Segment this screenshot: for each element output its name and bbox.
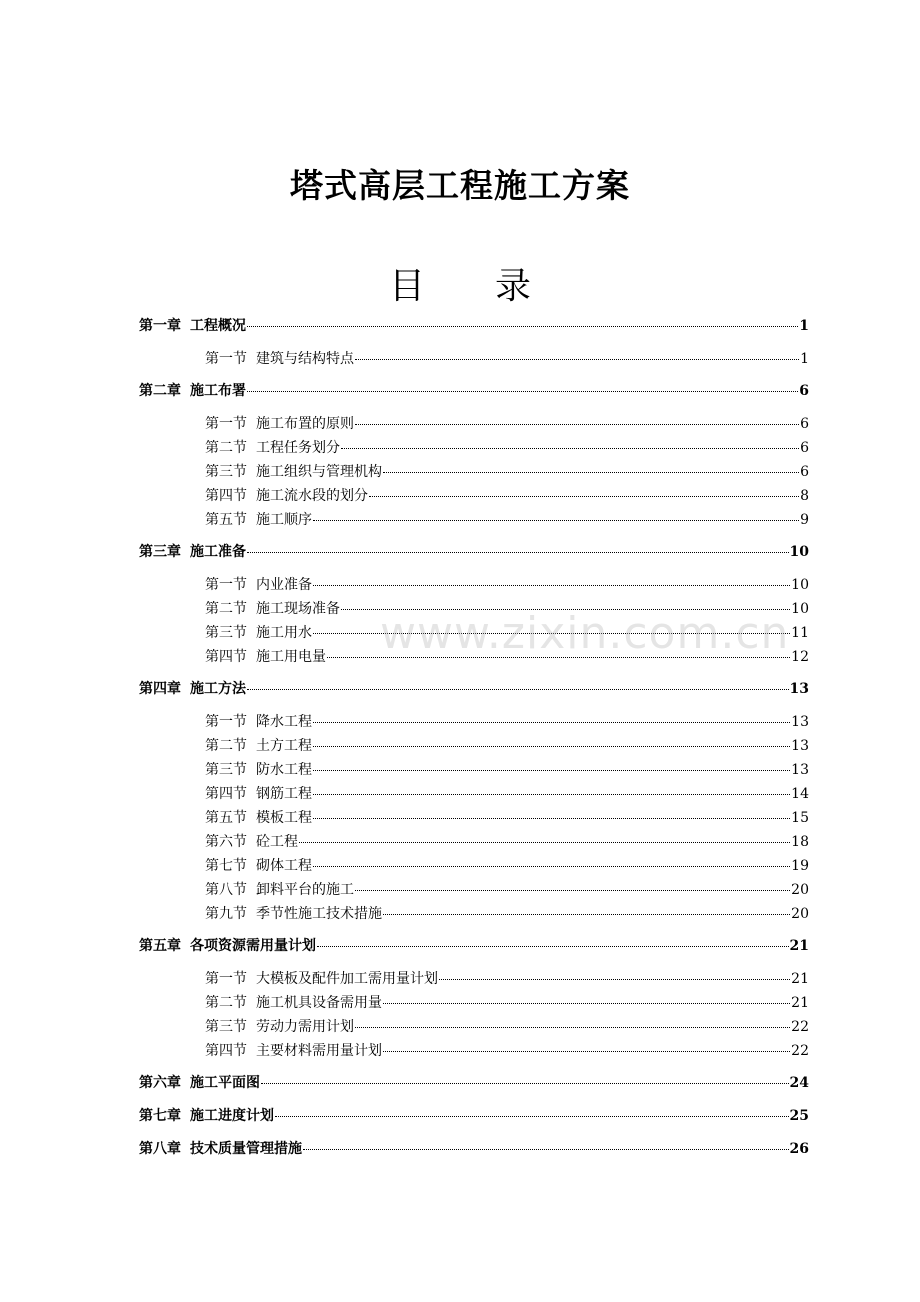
toc-entry-label bbox=[205, 1040, 382, 1060]
toc-entry-label bbox=[139, 1072, 260, 1092]
toc-entry-label bbox=[205, 968, 438, 988]
toc-leader-dots bbox=[341, 608, 790, 610]
toc-entry-label bbox=[205, 735, 312, 755]
toc-section-entry[interactable] bbox=[139, 879, 809, 903]
toc-entry-label bbox=[139, 541, 246, 561]
toc-page-number: 15 bbox=[791, 810, 809, 826]
toc-heading bbox=[0, 258, 920, 309]
toc-entry-number: 第四节 bbox=[205, 1043, 247, 1059]
toc-page-number: 19 bbox=[791, 858, 809, 874]
toc-entry-label bbox=[139, 935, 316, 955]
toc-page-number: 21 bbox=[791, 971, 809, 987]
toc-section-entry[interactable] bbox=[139, 348, 809, 372]
toc-page-number: 9 bbox=[800, 512, 809, 528]
toc-page-number: 21 bbox=[791, 995, 809, 1011]
toc-entry-number: 第二节 bbox=[205, 601, 247, 617]
toc-entry-number: 第九节 bbox=[205, 906, 247, 922]
toc-page-number: 6 bbox=[800, 416, 809, 432]
toc-entry-number: 第七章 bbox=[139, 1108, 181, 1124]
toc-heading-char-1: 目 bbox=[388, 266, 425, 307]
toc-page-number: 20 bbox=[791, 882, 809, 898]
toc-entry-label bbox=[205, 1016, 354, 1036]
toc-entry-label bbox=[205, 598, 340, 618]
toc-entry-label bbox=[205, 622, 312, 642]
toc-section-entry[interactable] bbox=[139, 783, 809, 807]
toc-entry-label bbox=[205, 348, 354, 368]
toc-entry-number: 第三章 bbox=[139, 544, 181, 560]
toc-entry-number: 第七节 bbox=[205, 858, 247, 874]
toc-page-number: 21 bbox=[789, 938, 809, 954]
toc-entry-title: 内业准备 bbox=[256, 577, 312, 593]
toc-entry-title: 施工方法 bbox=[190, 681, 246, 697]
toc-page-number: 13 bbox=[791, 714, 809, 730]
toc-entry-title: 砼工程 bbox=[256, 834, 298, 850]
toc-leader-dots bbox=[313, 519, 799, 521]
toc-entry-title: 施工准备 bbox=[190, 544, 246, 560]
toc-entry-number: 第六节 bbox=[205, 834, 247, 850]
toc-leader-dots bbox=[313, 865, 790, 867]
toc-leader-dots bbox=[369, 495, 799, 497]
toc-page-number: 6 bbox=[800, 440, 809, 456]
toc-section-entry[interactable] bbox=[139, 574, 809, 598]
toc-section-entry[interactable] bbox=[139, 1040, 809, 1064]
toc-page-number: 26 bbox=[789, 1141, 809, 1157]
toc-leader-dots bbox=[439, 978, 790, 980]
toc-entry-title: 施工顺序 bbox=[256, 512, 312, 528]
toc-section-entry[interactable] bbox=[139, 903, 809, 927]
toc-leader-dots bbox=[313, 632, 790, 634]
toc-entry-title: 季节性施工技术措施 bbox=[256, 906, 382, 922]
toc-entry-label bbox=[139, 678, 246, 698]
toc-leader-dots bbox=[247, 551, 789, 553]
toc-chapter-entry[interactable] bbox=[139, 1072, 809, 1096]
toc-entry-number: 第四节 bbox=[205, 649, 247, 665]
toc-entry-label bbox=[139, 315, 246, 335]
toc-leader-dots bbox=[317, 945, 789, 947]
toc-section-entry[interactable] bbox=[139, 461, 809, 485]
toc-entry-title: 防水工程 bbox=[256, 762, 312, 778]
toc-entry-number: 第一章 bbox=[139, 318, 181, 334]
toc-page-number: 22 bbox=[791, 1019, 809, 1035]
toc-section-entry[interactable] bbox=[139, 992, 809, 1016]
toc-entry-number: 第一节 bbox=[205, 577, 247, 593]
toc-leader-dots bbox=[261, 1082, 789, 1084]
toc-entry-label bbox=[205, 711, 312, 731]
toc-section-entry[interactable] bbox=[139, 855, 809, 879]
toc-entry-number: 第五章 bbox=[139, 938, 181, 954]
table-of-contents bbox=[139, 315, 809, 1171]
toc-leader-dots bbox=[383, 1050, 790, 1052]
toc-entry-title: 劳动力需用计划 bbox=[256, 1019, 354, 1035]
toc-entry-label bbox=[205, 992, 382, 1012]
toc-page-number: 10 bbox=[791, 601, 809, 617]
toc-entry-label bbox=[205, 831, 298, 851]
toc-entry-title: 施工用电量 bbox=[256, 649, 326, 665]
toc-page-number: 12 bbox=[791, 649, 809, 665]
toc-page-number: 13 bbox=[789, 681, 809, 697]
toc-entry-number: 第三节 bbox=[205, 762, 247, 778]
toc-chapter-entry[interactable] bbox=[139, 678, 809, 702]
toc-page-number: 6 bbox=[799, 383, 809, 399]
toc-entry-title: 施工布署 bbox=[190, 383, 246, 399]
toc-entry-number: 第八节 bbox=[205, 882, 247, 898]
toc-entry-title: 降水工程 bbox=[256, 714, 312, 730]
toc-page-number: 13 bbox=[791, 738, 809, 754]
toc-entry-label bbox=[205, 807, 312, 827]
toc-leader-dots bbox=[247, 390, 798, 392]
toc-entry-title: 砌体工程 bbox=[256, 858, 312, 874]
toc-leader-dots bbox=[355, 889, 790, 891]
toc-entry-label bbox=[205, 413, 354, 433]
toc-entry-number: 第五节 bbox=[205, 810, 247, 826]
toc-section-entry[interactable] bbox=[139, 1016, 809, 1040]
toc-entry-number: 第四章 bbox=[139, 681, 181, 697]
toc-entry-title: 施工布置的原则 bbox=[256, 416, 354, 432]
toc-page-number: 18 bbox=[791, 834, 809, 850]
toc-entry-number: 第二章 bbox=[139, 383, 181, 399]
toc-chapter-entry[interactable] bbox=[139, 1105, 809, 1129]
toc-entry-label bbox=[205, 879, 354, 899]
toc-section-entry[interactable] bbox=[139, 437, 809, 461]
toc-leader-dots bbox=[299, 841, 790, 843]
document-title: 塔式高层工程施工方案 bbox=[290, 166, 630, 205]
toc-section-entry[interactable] bbox=[139, 646, 809, 670]
toc-leader-dots bbox=[313, 817, 790, 819]
toc-entry-label bbox=[205, 759, 312, 779]
toc-entry-title: 施工流水段的划分 bbox=[256, 488, 368, 504]
toc-entry-label bbox=[139, 1105, 274, 1125]
toc-entry-title: 施工机具设备需用量 bbox=[256, 995, 382, 1011]
toc-entry-number: 第一节 bbox=[205, 416, 247, 432]
toc-leader-dots bbox=[355, 358, 799, 360]
toc-entry-label bbox=[205, 509, 312, 529]
toc-entry-label bbox=[139, 380, 246, 400]
toc-entry-label bbox=[205, 437, 340, 457]
toc-entry-number: 第三节 bbox=[205, 625, 247, 641]
toc-chapter-entry[interactable] bbox=[139, 315, 809, 339]
toc-section-entry[interactable] bbox=[139, 759, 809, 783]
toc-page-number: 25 bbox=[789, 1108, 809, 1124]
toc-entry-number: 第四节 bbox=[205, 786, 247, 802]
toc-entry-title: 建筑与结构特点 bbox=[256, 351, 354, 367]
toc-entry-number: 第八章 bbox=[139, 1141, 181, 1157]
toc-leader-dots bbox=[355, 423, 799, 425]
toc-chapter-entry[interactable] bbox=[139, 1138, 809, 1162]
toc-page-number: 24 bbox=[789, 1075, 809, 1091]
toc-entry-label bbox=[205, 485, 368, 505]
toc-section-entry[interactable] bbox=[139, 622, 809, 646]
toc-entry-label bbox=[205, 783, 312, 803]
toc-leader-dots bbox=[247, 688, 789, 690]
toc-heading-char-2: 录 bbox=[495, 266, 532, 307]
toc-leader-dots bbox=[313, 721, 790, 723]
toc-leader-dots bbox=[303, 1148, 789, 1150]
toc-entry-title: 施工进度计划 bbox=[190, 1108, 274, 1124]
toc-section-entry[interactable] bbox=[139, 509, 809, 533]
toc-entry-title: 大模板及配件加工需用量计划 bbox=[256, 971, 438, 987]
toc-page-number: 1 bbox=[800, 351, 809, 367]
toc-page-number: 11 bbox=[791, 625, 809, 641]
toc-entry-number: 第四节 bbox=[205, 488, 247, 504]
toc-entry-number: 第三节 bbox=[205, 1019, 247, 1035]
toc-entry-title: 技术质量管理措施 bbox=[190, 1141, 302, 1157]
toc-entry-title: 施工现场准备 bbox=[256, 601, 340, 617]
toc-entry-label bbox=[205, 461, 382, 481]
toc-chapter-entry[interactable] bbox=[139, 541, 809, 565]
toc-page-number: 10 bbox=[791, 577, 809, 593]
toc-page-number: 20 bbox=[791, 906, 809, 922]
toc-page-number: 10 bbox=[789, 544, 809, 560]
toc-leader-dots bbox=[275, 1115, 789, 1117]
toc-leader-dots bbox=[313, 584, 790, 586]
toc-page-number: 8 bbox=[800, 488, 809, 504]
toc-leader-dots bbox=[355, 1026, 790, 1028]
toc-chapter-entry[interactable] bbox=[139, 380, 809, 404]
toc-leader-dots bbox=[247, 325, 798, 327]
toc-leader-dots bbox=[313, 793, 790, 795]
toc-entry-title: 土方工程 bbox=[256, 738, 312, 754]
toc-section-entry[interactable] bbox=[139, 485, 809, 509]
toc-entry-number: 第六章 bbox=[139, 1075, 181, 1091]
toc-entry-title: 施工用水 bbox=[256, 625, 312, 641]
toc-entry-label bbox=[205, 646, 326, 666]
toc-entry-number: 第二节 bbox=[205, 738, 247, 754]
toc-leader-dots bbox=[313, 745, 790, 747]
toc-section-entry[interactable] bbox=[139, 598, 809, 622]
toc-entry-title: 卸料平台的施工 bbox=[256, 882, 354, 898]
toc-entry-title: 工程任务划分 bbox=[256, 440, 340, 456]
toc-entry-title: 施工平面图 bbox=[190, 1075, 260, 1091]
toc-entry-number: 第一节 bbox=[205, 971, 247, 987]
toc-leader-dots bbox=[383, 471, 799, 473]
toc-entry-title: 施工组织与管理机构 bbox=[256, 464, 382, 480]
toc-section-entry[interactable] bbox=[139, 711, 809, 735]
toc-entry-number: 第二节 bbox=[205, 995, 247, 1011]
toc-entry-title: 工程概况 bbox=[190, 318, 246, 334]
toc-page-number: 22 bbox=[791, 1043, 809, 1059]
toc-entry-number: 第五节 bbox=[205, 512, 247, 528]
toc-page-number: 6 bbox=[800, 464, 809, 480]
toc-entry-title: 各项资源需用量计划 bbox=[190, 938, 316, 954]
toc-leader-dots bbox=[313, 769, 790, 771]
toc-entry-title: 钢筋工程 bbox=[256, 786, 312, 802]
toc-page-number: 13 bbox=[791, 762, 809, 778]
toc-entry-label bbox=[205, 903, 382, 923]
toc-leader-dots bbox=[383, 913, 790, 915]
toc-section-entry[interactable] bbox=[139, 807, 809, 831]
toc-entry-label bbox=[205, 855, 312, 875]
toc-chapter-entry[interactable] bbox=[139, 935, 809, 959]
toc-page-number: 14 bbox=[791, 786, 809, 802]
toc-entry-number: 第一节 bbox=[205, 714, 247, 730]
toc-entry-label bbox=[139, 1138, 302, 1158]
toc-entry-title: 主要材料需用量计划 bbox=[256, 1043, 382, 1059]
toc-entry-number: 第二节 bbox=[205, 440, 247, 456]
toc-section-entry[interactable] bbox=[139, 735, 809, 759]
toc-entry-number: 第一节 bbox=[205, 351, 247, 367]
toc-entry-number: 第三节 bbox=[205, 464, 247, 480]
toc-page-number: 1 bbox=[799, 318, 809, 334]
toc-leader-dots bbox=[341, 447, 799, 449]
toc-entry-label bbox=[205, 574, 312, 594]
toc-entry-title: 模板工程 bbox=[256, 810, 312, 826]
toc-section-entry[interactable] bbox=[139, 413, 809, 437]
toc-leader-dots bbox=[383, 1002, 790, 1004]
toc-section-entry[interactable] bbox=[139, 968, 809, 992]
watermark: www.zixin.com.cn bbox=[380, 608, 790, 659]
toc-section-entry[interactable] bbox=[139, 831, 809, 855]
toc-leader-dots bbox=[327, 656, 790, 658]
